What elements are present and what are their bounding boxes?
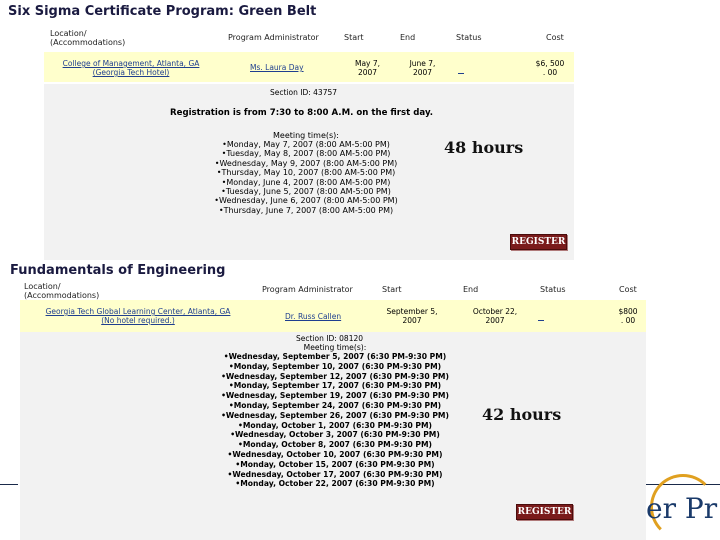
program1-admin-link[interactable]: Ms. Laura Day bbox=[250, 63, 304, 72]
program1-meeting-title: Meeting time(s): bbox=[273, 131, 339, 140]
meeting-time-item: •Wednesday, September 12, 2007 (6:30 PM-9:30 PM) bbox=[221, 371, 449, 381]
program2-header-status: Status bbox=[540, 285, 566, 294]
program1-header-start: Start bbox=[344, 33, 364, 42]
program2-header-end: End bbox=[463, 285, 479, 294]
program2-hours: 42 hours bbox=[482, 405, 562, 424]
meeting-time-item: •Thursday, May 10, 2007 (8:00 AM-5:00 PM) bbox=[216, 168, 396, 178]
program2-section-id: Section ID: 08120 bbox=[296, 334, 364, 343]
meeting-time-item: •Monday, May 7, 2007 (8:00 AM-5:00 PM) bbox=[222, 140, 390, 149]
meeting-time-item: •Monday, June 4, 2007 (8:00 AM-5:00 PM) bbox=[221, 177, 391, 187]
program1-register-button[interactable]: REGISTER bbox=[510, 234, 567, 250]
program1-registration-note: Registration is from 7:30 to 8:00 A.M. on the first day. bbox=[170, 108, 434, 118]
meeting-time-item: •Wednesday, September 5, 2007 (6:30 PM-9:30 PM) bbox=[223, 352, 447, 361]
meeting-time-item: •Monday, September 10, 2007 (6:30 PM-9:30 PM) bbox=[228, 361, 442, 371]
program2-status-link[interactable] bbox=[538, 320, 544, 321]
program1-end: June 7, 2007 bbox=[409, 59, 436, 77]
meeting-time-item: •Tuesday, May 8, 2007 (8:00 AM-5:00 PM) bbox=[221, 149, 391, 159]
program1-start: May 7, 2007 bbox=[354, 59, 381, 77]
meeting-time-item: •Monday, September 24, 2007 (6:30 PM-9:30 PM) bbox=[228, 400, 442, 410]
meeting-time-item: •Wednesday, May 9, 2007 (8:00 AM-5:00 PM) bbox=[214, 158, 398, 168]
program2-header-location: Location/ (Accommodations) bbox=[24, 282, 100, 300]
program1-meeting-list bbox=[195, 140, 417, 215]
program1-title: Six Sigma Certificate Program: Green Belt bbox=[8, 4, 317, 19]
program1-header-admin: Program Administrator bbox=[228, 33, 319, 42]
program1-location-link[interactable]: College of Management, Atlanta, GA bbox=[62, 59, 200, 68]
program2-admin-link[interactable]: Dr. Russ Callen bbox=[285, 312, 342, 321]
background-rule bbox=[0, 484, 18, 485]
program1-status-link[interactable] bbox=[458, 73, 464, 74]
program2-hotel-link[interactable]: (No hotel required.) bbox=[101, 316, 175, 325]
meeting-time-item: •Thursday, June 7, 2007 (8:00 AM-5:00 PM) bbox=[218, 205, 394, 215]
program1-location bbox=[46, 59, 216, 77]
program1-header-location: Location/ (Accommodations) bbox=[50, 29, 126, 47]
meeting-time-item: •Wednesday, June 6, 2007 (8:00 AM-5:00 PM) bbox=[214, 196, 398, 206]
program2-start: September 5, 2007 bbox=[386, 307, 438, 325]
meeting-time-item: •Monday, October 22, 2007 (6:30 PM-9:30 PM) bbox=[235, 479, 435, 489]
program2-end: October 22, 2007 bbox=[472, 307, 518, 325]
background-logo-text: er Pr bbox=[646, 492, 718, 525]
meeting-time-item: •Wednesday, October 3, 2007 (6:30 PM-9:30 PM) bbox=[230, 430, 440, 440]
meeting-time-item: •Monday, October 8, 2007 (6:30 PM-9:30 PM) bbox=[237, 440, 433, 450]
program2-header-start: Start bbox=[382, 285, 402, 294]
program2-location bbox=[26, 307, 250, 325]
meeting-time-item: •Wednesday, October 10, 2007 (6:30 PM-9:30 PM) bbox=[227, 449, 443, 459]
program1-hotel-link[interactable]: (Georgia Tech Hotel) bbox=[92, 68, 170, 77]
program2-meeting-title: Meeting time(s): bbox=[303, 343, 367, 352]
program1-header-end: End bbox=[400, 33, 416, 42]
meeting-time-item: •Monday, October 15, 2007 (6:30 PM-9:30 PM) bbox=[235, 459, 435, 469]
program2-cost: $800 . 00 bbox=[618, 307, 638, 325]
program1-cost: $6, 500 . 00 bbox=[535, 59, 565, 77]
meeting-time-item: •Tuesday, June 5, 2007 (8:00 AM-5:00 PM) bbox=[221, 187, 391, 197]
meeting-time-item: •Wednesday, October 17, 2007 (6:30 PM-9:30 PM) bbox=[227, 469, 443, 479]
program1-header-status: Status bbox=[456, 33, 482, 42]
meeting-time-item: •Monday, September 17, 2007 (6:30 PM-9:30 PM) bbox=[228, 381, 442, 391]
meeting-time-item: •Monday, October 1, 2007 (6:30 PM-9:30 PM) bbox=[237, 420, 433, 430]
program2-location-link[interactable]: Georgia Tech Global Learning Center, Atlanta, GA bbox=[45, 307, 231, 316]
program2-header-admin: Program Administrator bbox=[262, 285, 353, 294]
program1-header-cost: Cost bbox=[546, 33, 564, 42]
meeting-time-item: •Wednesday, September 19, 2007 (6:30 PM-9:30 PM) bbox=[221, 391, 449, 401]
program1-hours: 48 hours bbox=[444, 138, 524, 157]
program2-meeting-list bbox=[210, 352, 460, 489]
program2-header-cost: Cost bbox=[619, 285, 637, 294]
program1-section-id: Section ID: 43757 bbox=[270, 88, 338, 97]
program2-title: Fundamentals of Engineering bbox=[10, 263, 226, 278]
meeting-time-item: •Wednesday, September 26, 2007 (6:30 PM-9:30 PM) bbox=[221, 410, 449, 420]
program2-register-button[interactable]: REGISTER bbox=[516, 504, 573, 520]
